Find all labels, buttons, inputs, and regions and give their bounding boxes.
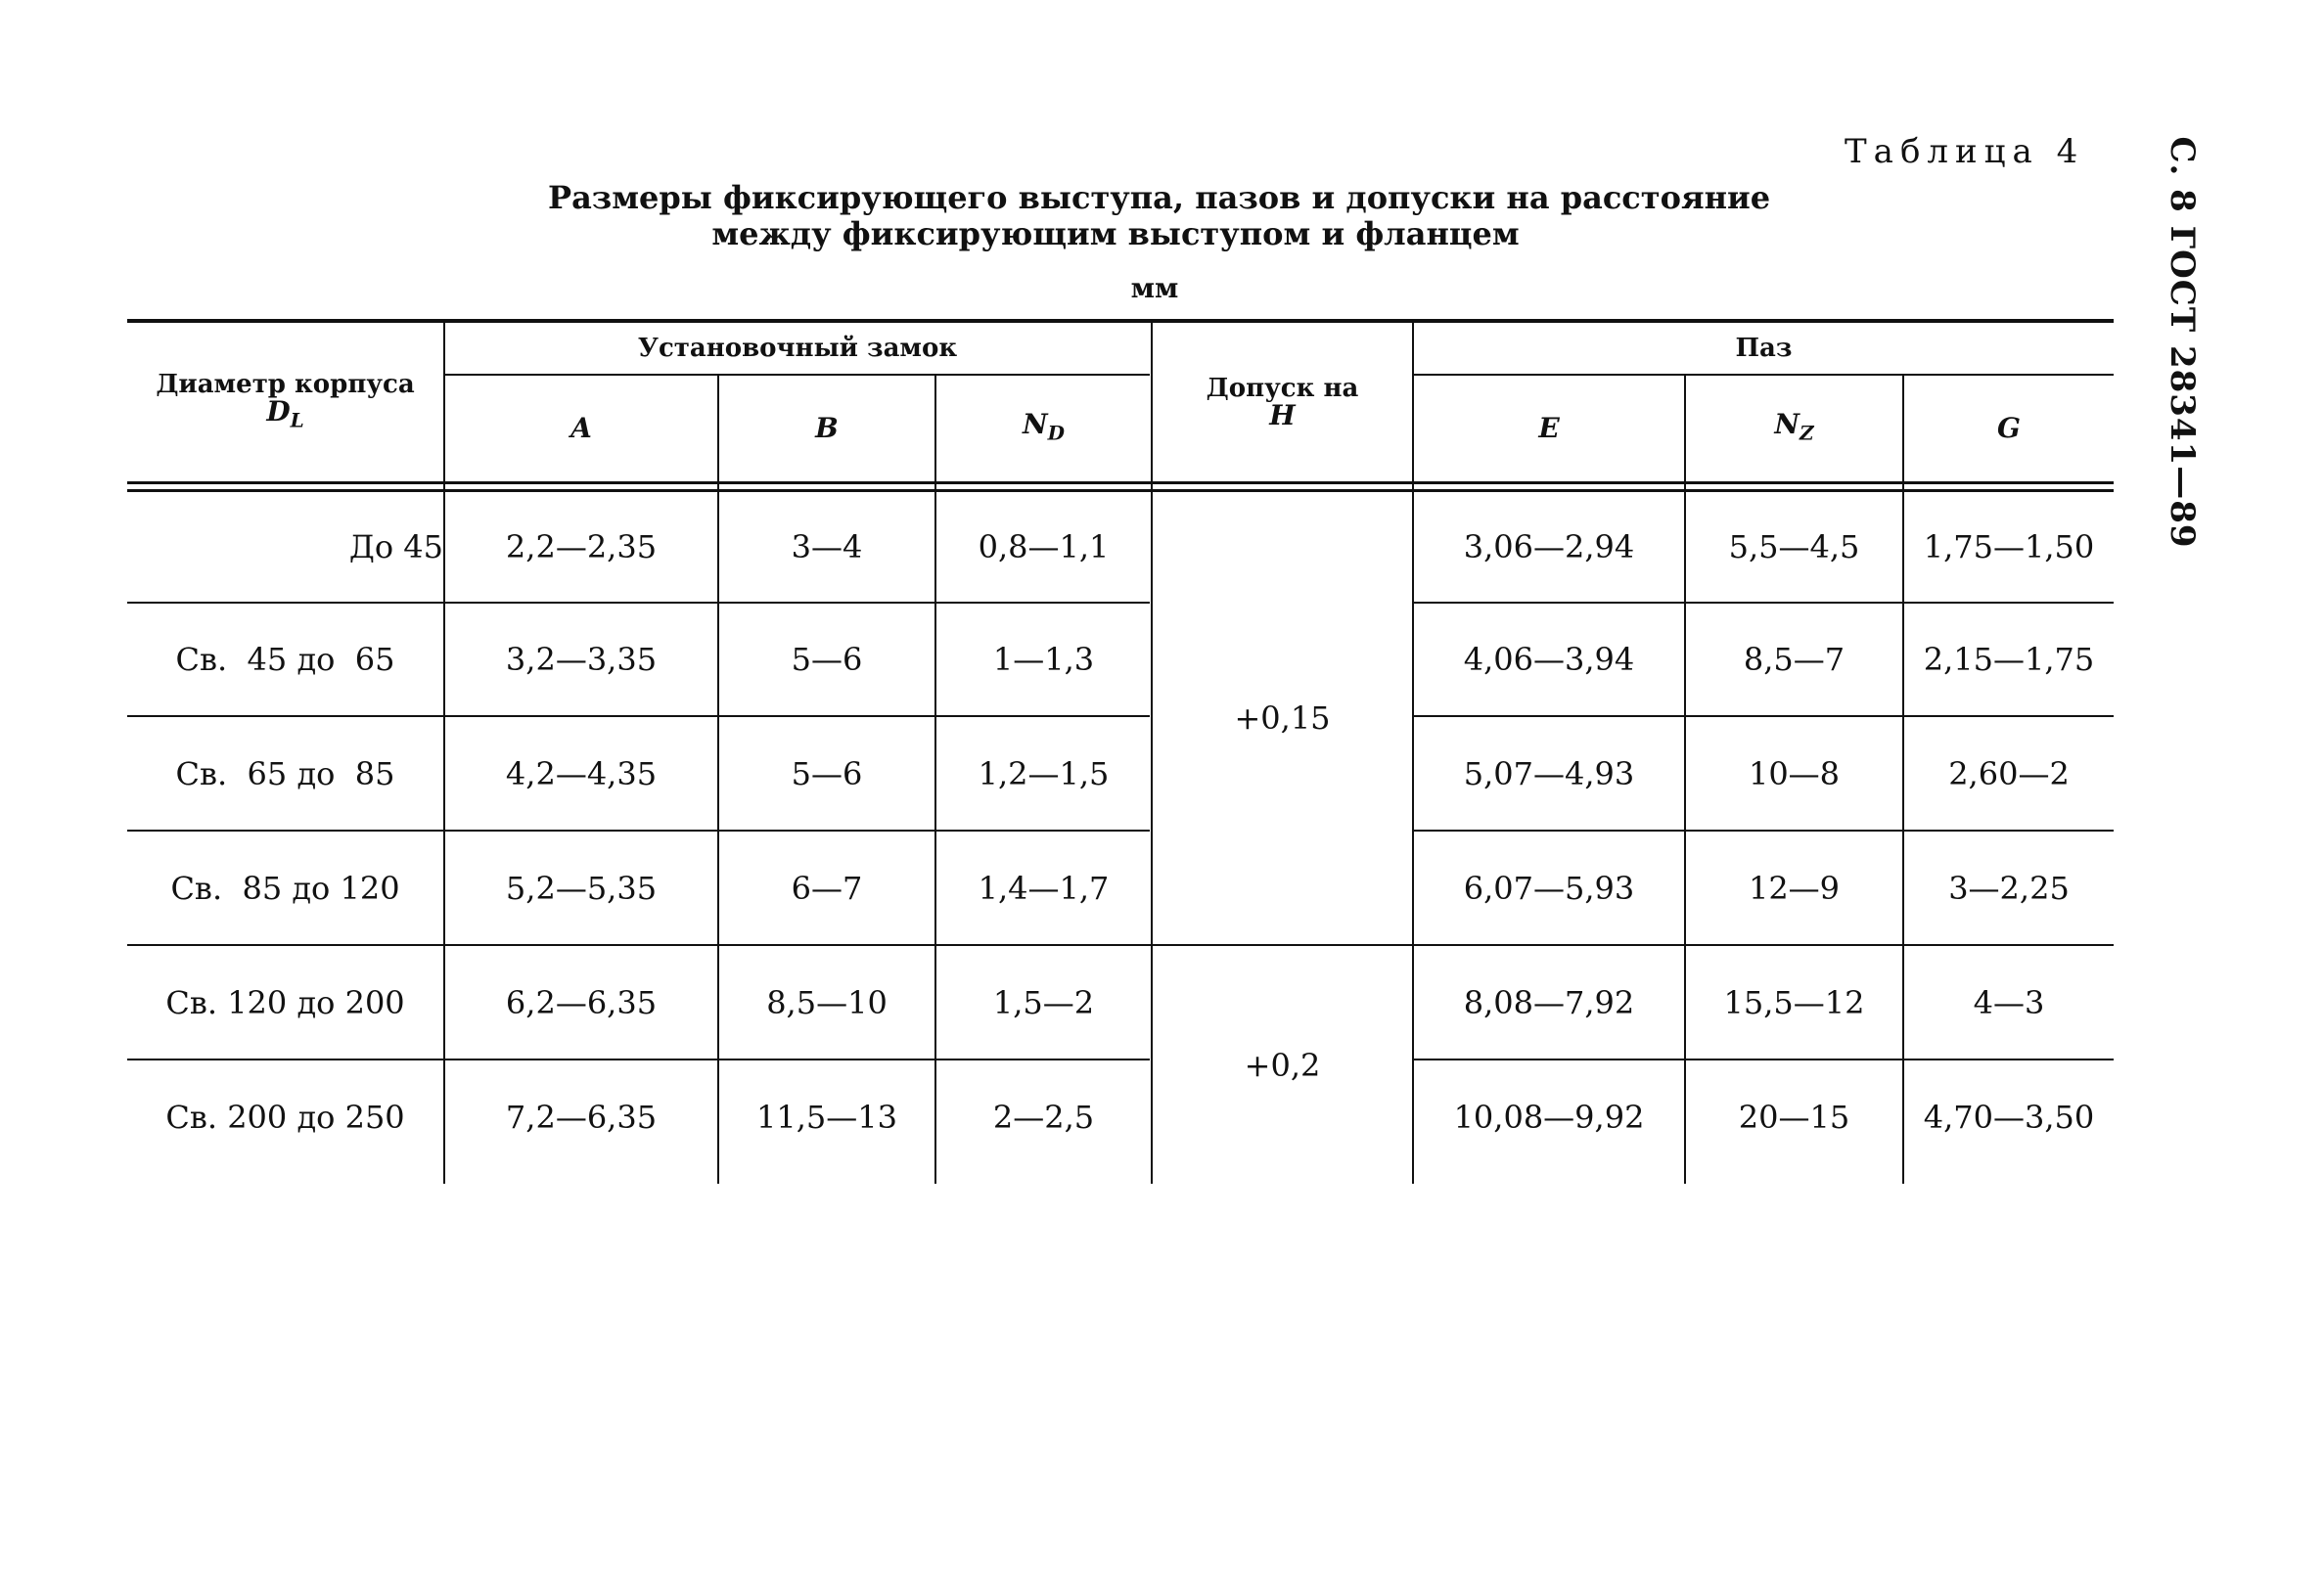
cell-nd: 0,8—1,1 xyxy=(978,528,1110,565)
tolerance-cell: +0,15 xyxy=(1234,699,1331,737)
header-tolerance xyxy=(1153,323,1412,481)
cell-a: 4,2—4,35 xyxy=(505,754,658,792)
cell-nz: 8,5—7 xyxy=(1743,641,1846,678)
cell-e: 10,08—9,92 xyxy=(1453,1098,1645,1136)
cell-nd: 1,2—1,5 xyxy=(978,754,1110,792)
cell-nz: 12—9 xyxy=(1748,869,1841,907)
cell-e: 4,06—3,94 xyxy=(1463,641,1635,678)
cell-diameter: Св. 85 до 120 xyxy=(170,869,400,907)
cell-e: 6,07—5,93 xyxy=(1463,869,1635,907)
cell-g: 2,60—2 xyxy=(1948,754,2070,792)
header-groove-group-text: Паз xyxy=(1735,334,1793,363)
cell-nd: 2—2,5 xyxy=(992,1098,1095,1136)
table-title xyxy=(548,179,1771,252)
header-col-nd xyxy=(936,376,1151,481)
cell-b: 8,5—10 xyxy=(766,983,888,1021)
header-tolerance-symbol: H xyxy=(1269,399,1296,431)
header-col-nz xyxy=(1686,376,1902,481)
cell-diameter: Св. 65 до 85 xyxy=(175,754,395,792)
header-lock-group xyxy=(445,323,1150,374)
cell-e: 8,08—7,92 xyxy=(1463,983,1635,1021)
cell-a: 6,2—6,35 xyxy=(505,983,658,1021)
cell-diameter: Св. 200 до 250 xyxy=(165,1098,405,1136)
header-groove-group xyxy=(1414,323,2114,374)
cell-nd: 1—1,3 xyxy=(992,641,1095,678)
tolerance-cell: +0,2 xyxy=(1244,1046,1321,1084)
cell-b: 6—7 xyxy=(791,869,863,907)
header-diameter xyxy=(127,323,443,481)
cell-g: 1,75—1,50 xyxy=(1923,528,2095,565)
cell-e: 5,07—4,93 xyxy=(1463,754,1635,792)
header-col-nd-symbol: $N_D$ xyxy=(1023,407,1065,445)
cell-g: 2,15—1,75 xyxy=(1923,641,2095,678)
header-diameter-symbol: $D_L$ xyxy=(266,394,304,432)
cell-g: 4—3 xyxy=(1973,983,2045,1021)
cell-g: 3—2,25 xyxy=(1948,869,2070,907)
cell-b: 5—6 xyxy=(791,754,863,792)
header-lock-group-text: Установочный замок xyxy=(637,334,958,363)
cell-a: 3,2—3,35 xyxy=(505,641,658,678)
cell-e: 3,06—2,94 xyxy=(1463,528,1635,565)
side-header-text: С. 8 ГОСТ 28341—89 xyxy=(2163,136,2202,549)
cell-nz: 20—15 xyxy=(1738,1098,1850,1136)
cell-diameter: До 45 xyxy=(348,528,443,565)
cell-b: 5—6 xyxy=(791,641,863,678)
cell-a: 2,2—2,35 xyxy=(505,528,658,565)
cell-diameter: Св. 120 до 200 xyxy=(165,983,405,1021)
units-label: мм xyxy=(1130,272,1179,304)
cell-a: 5,2—5,35 xyxy=(505,869,658,907)
header-col-g: G xyxy=(1997,412,2021,444)
cell-nd: 1,5—2 xyxy=(992,983,1095,1021)
title-line-2: между фиксирующим выступом и фланцем xyxy=(711,215,1520,252)
header-tolerance-text: Допуск на xyxy=(1206,374,1359,403)
header-col-nz-symbol: $N_Z$ xyxy=(1774,407,1814,445)
header-bottom-rule-1 xyxy=(127,481,2114,484)
cell-nd: 1,4—1,7 xyxy=(978,869,1110,907)
page-side-header xyxy=(2153,137,2211,548)
cell-b: 11,5—13 xyxy=(756,1098,897,1136)
header-col-a: A xyxy=(570,412,592,444)
header-diameter-text: Диаметр корпуса xyxy=(156,369,415,399)
cell-nz: 5,5—4,5 xyxy=(1728,528,1860,565)
header-col-b: B xyxy=(815,412,839,444)
cell-a: 7,2—6,35 xyxy=(505,1098,658,1136)
cell-nz: 15,5—12 xyxy=(1723,983,1865,1021)
cell-b: 3—4 xyxy=(791,528,863,565)
title-line-1: Размеры фиксирующего выступа, пазов и допуски на расстояние xyxy=(548,179,1771,216)
cell-nz: 10—8 xyxy=(1748,754,1841,792)
cell-g: 4,70—3,50 xyxy=(1923,1098,2095,1136)
cell-diameter: Св. 45 до 65 xyxy=(175,641,395,678)
table-number: Таблица 4 xyxy=(1845,132,2085,171)
header-col-e: E xyxy=(1538,412,1560,444)
